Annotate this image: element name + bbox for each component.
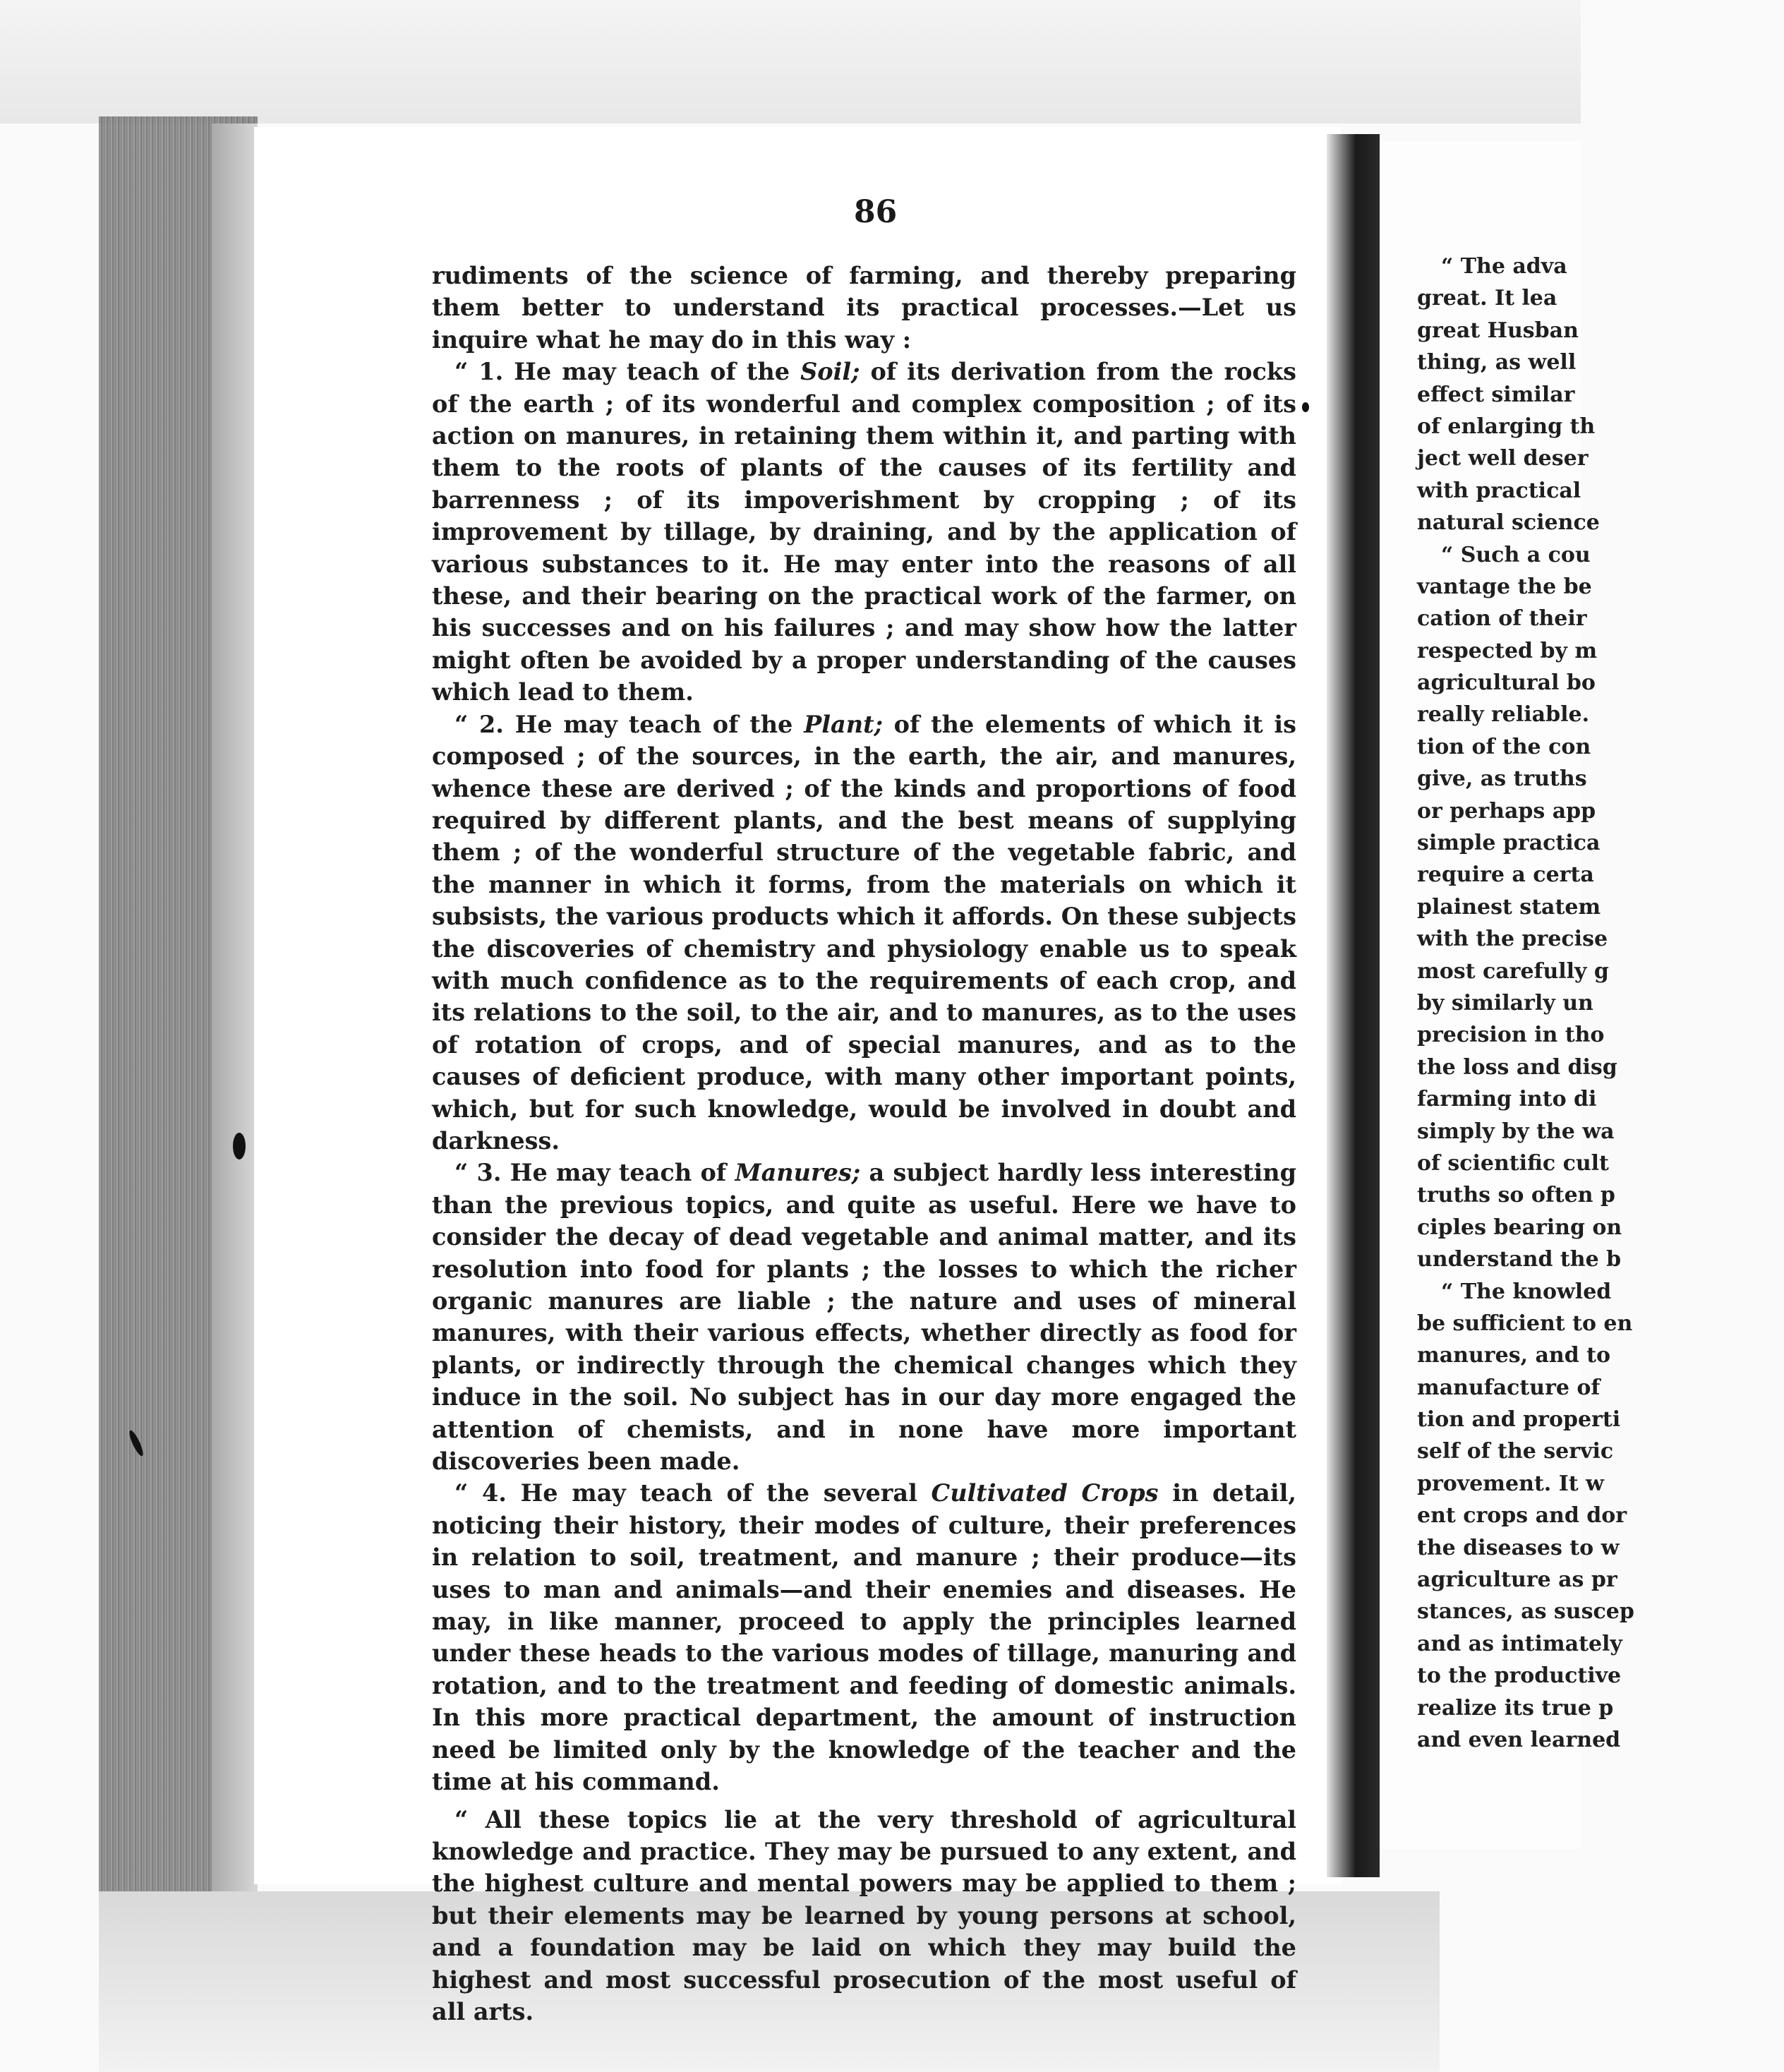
right-page-line: require a certa — [1417, 862, 1594, 888]
right-page-line: manufacture of — [1417, 1375, 1601, 1400]
paragraph-text: “ 2. He may teach of the — [454, 710, 804, 738]
right-page-line: ent crops and dor — [1417, 1503, 1627, 1529]
right-page-line: agriculture as pr — [1417, 1567, 1617, 1593]
right-page-line: with the precise — [1417, 927, 1608, 952]
topic-heading: Manures; — [735, 1159, 861, 1187]
right-page-line: farming into di — [1417, 1087, 1597, 1112]
right-page-line: manures, and to — [1417, 1343, 1611, 1368]
right-page-line: “ The knowled — [1441, 1279, 1612, 1304]
right-page-line: simple practica — [1417, 831, 1601, 856]
right-page-line: ject well deser — [1417, 446, 1589, 471]
right-page-line: and as intimately — [1417, 1631, 1622, 1656]
right-page-line: stances, as suscep — [1417, 1599, 1634, 1625]
paragraph-text: in detail, noticing their history, their modes of culture, their preferences in relation to soil, treatment, and manure ; their produce—its uses to man and animals—and their enemies and diseases. He may, in like manner, proceed to apply the principles learned under these heads to the various modes of tillage, manuring and rotation, and to the treatment and feeding of domestic animals. In this more practical department, the amount of instruction need be limited only by the knowledge of the teacher and the time at his command. — [432, 1479, 1296, 1796]
right-page-line: with practical — [1417, 478, 1581, 503]
right-page-line: understand the b — [1417, 1247, 1622, 1272]
right-page-line: provement. It w — [1417, 1471, 1604, 1496]
paragraph-intro — [432, 260, 1296, 356]
right-page-line: of enlarging th — [1417, 414, 1596, 439]
right-page-line: tion and properti — [1417, 1407, 1621, 1433]
right-page-line: most carefully g — [1417, 958, 1609, 984]
paragraph-crops — [432, 1477, 1296, 1797]
right-page-line: ciples bearing on — [1417, 1215, 1622, 1240]
right-page-line: agricultural bo — [1417, 670, 1596, 696]
paragraph-plant — [432, 709, 1296, 1157]
paragraph-manures — [432, 1157, 1296, 1477]
paragraph-text: “ 4. He may teach of the several — [454, 1479, 932, 1507]
right-page-line: to the productive — [1417, 1663, 1622, 1689]
right-page-line: natural science — [1417, 510, 1600, 536]
right-page-line: “ The adva — [1441, 254, 1567, 279]
right-page-line: by similarly un — [1417, 990, 1593, 1016]
right-page-line: really reliable. — [1417, 702, 1590, 728]
right-page-line: truths so often p — [1417, 1183, 1615, 1208]
right-page-line: precision in tho — [1417, 1023, 1605, 1048]
paragraph-text: of the elements of which it is composed ; of the sources, in the earth, the air, and manures, whence these are derived ; of the kinds and proportions of food required by different plants, and the best means of supplying them ; of the wonderful structure of the vegetable fabric, and the manner in which it forms, from the materials on which it subsists, the various products which it affords. On these subjects the discoveries of chemistry and physiology enable us to speak with much confidence as to the requirements of each crop, and its relations to the soil, to the air, and to manures, as to the uses of rotation of crops, and of special manures, and as to the causes of deficient produce, with many other important points, which, but for such knowledge, would be involved in doubt and darkness. — [432, 710, 1296, 1155]
page-edge-highlight — [212, 124, 258, 1898]
right-page-line: cation of their — [1417, 606, 1587, 632]
topic-heading: Plant; — [804, 710, 883, 738]
right-page-line: be sufficient to en — [1417, 1311, 1633, 1336]
topic-heading: Cultivated Crops — [931, 1479, 1159, 1507]
page-number: 86 — [854, 194, 898, 230]
right-page-line: tion of the con — [1417, 734, 1591, 759]
scan-background-top — [0, 0, 1581, 124]
right-page-line: of scientific cult — [1417, 1150, 1609, 1176]
book-gutter — [1327, 134, 1380, 1877]
right-page-line: great. It lea — [1417, 286, 1557, 311]
right-page-line: give, as truths — [1417, 766, 1587, 792]
right-page-line: thing, as well — [1417, 350, 1577, 375]
right-page-line: plainest statem — [1417, 894, 1601, 920]
right-page-line: “ Such a cou — [1441, 542, 1591, 567]
right-page-line: or perhaps app — [1417, 798, 1596, 824]
right-page-line: realize its true p — [1417, 1695, 1614, 1721]
paragraph-summary — [432, 1804, 1296, 2028]
paragraph-text: “ All these topics lie at the very threshold of agricultural knowledge and practice. They may be pursued to any extent, and the highest culture and mental powers may be applied to them ; but their elements may be learned by young persons at school, and a foundation may be laid on which they may build the highest and most successful prosecution of the most useful of all arts. — [432, 1805, 1296, 2025]
right-page-line: simply by the wa — [1417, 1119, 1615, 1144]
paragraph-text: rudiments of the science of farming, and thereby preparing them better to understand its practical processes.—Let us inquire what he may do in this way : — [432, 262, 1296, 354]
paragraph-soil — [432, 356, 1296, 708]
right-page-line: the diseases to w — [1417, 1535, 1620, 1560]
right-page-line: respected by m — [1417, 638, 1598, 663]
right-page-line: self of the servic — [1417, 1439, 1614, 1464]
paragraph-text: “ 1. He may teach of the — [454, 358, 801, 386]
right-page-text-fragment — [1417, 251, 1784, 1756]
right-page-line: and even learned — [1417, 1727, 1621, 1752]
right-page-line: effect similar — [1417, 382, 1575, 407]
right-page-line: vantage the be — [1417, 574, 1592, 599]
paragraph-text: “ 3. He may teach of — [454, 1159, 735, 1187]
body-text — [432, 260, 1296, 2028]
topic-heading: Soil; — [800, 358, 860, 386]
ink-speck — [1302, 402, 1309, 412]
right-page-line: the loss and disg — [1417, 1054, 1617, 1080]
paragraph-text: a subject hardly less interesting than the previous topics, and quite as useful. Here we have to consider the decay of dead vegetable and animal matter, and its resolution into food for plants ; the losses to which the richer organic manures are liable ; the nature and uses of mineral manures, with their various effects, whether directly as food for plants, or indirectly through the chemical changes which they induce in the soil. No subject has in our day more engaged the attention of chemists, and in none have more important discoveries been made. — [432, 1159, 1296, 1476]
paragraph-text: of its derivation from the rocks of the earth ; of its wonderful and complex composition ; of its action on manures, in retaining them within it, and parting with them to the roots of plants of the causes of its fertility and barrenness ; of its impoverishment by cropping ; of its improvement by tillage, by draining, and by the application of various substances to it. He may enter into the reasons of all these, and their bearing on the practical work of the farmer, on his successes and on his failures ; and may show how the latter might often be avoided by a proper understanding of the causes which lead to them. — [432, 358, 1296, 706]
ink-speck — [233, 1133, 246, 1160]
right-page-line: great Husban — [1417, 318, 1579, 343]
